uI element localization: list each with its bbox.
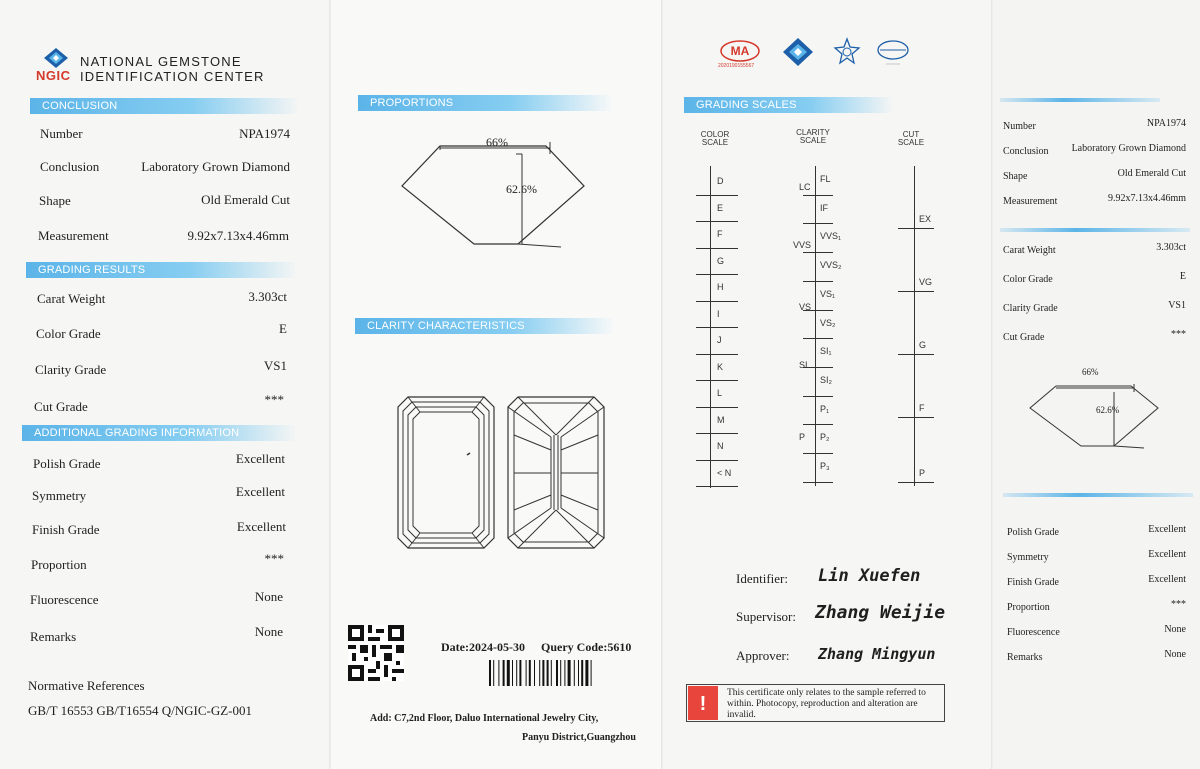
barcode-bar [512,660,513,686]
color-grade-mark: I [717,308,720,319]
cut-grade-mark: P [919,468,926,478]
cut-scale-tick [898,228,934,229]
summary-row-label: Proportion [1007,602,1050,613]
clarity-grade-mark: SI₂ [820,374,832,385]
color-scale-title: COLOR SCALE [700,130,730,147]
cut-grade-mark: G [919,340,927,350]
color-scale-tick [696,380,738,381]
color-scale-tick [696,433,738,434]
summary-depth-percent: 62.6% [1096,405,1120,415]
conclusion-header: CONCLUSION [30,98,300,114]
barcode-bar [542,660,544,686]
clarity-scale-tick [803,338,833,339]
clarity-scale-title: CLARITY SCALE [796,128,830,145]
barcode-bar [564,660,565,686]
summary-divider-top [1000,98,1160,102]
barcode-icon [489,660,631,686]
summary-row-label: Finish Grade [1007,577,1059,588]
clarity-grade-mark: P₃ [820,461,830,471]
grading-scales-header: GRADING SCALES [684,97,894,113]
barcode-bar [516,660,517,686]
cut-scale-tick [898,354,934,355]
shape-value: Old Emerald Cut [201,192,290,207]
remarks-label: Remarks [30,629,77,644]
summary-row-label: Color Grade [1003,274,1053,285]
fold-line [329,0,331,769]
clarity-grade-mark: VVS₁ [820,231,842,242]
barcode-bar [568,660,571,686]
cut-scale-title: CUT SCALE [897,130,925,147]
color-grade-label: Color Grade [36,326,101,341]
summary-row-value: Excellent [1148,549,1186,560]
clarity-grade-value: VS1 [263,358,287,373]
clarity-scale-tick [803,252,833,253]
barcode-bar [585,660,588,686]
barcode-bar [578,660,579,686]
query-code: Query Code:5610 [541,640,632,654]
summary-row-value: None [1164,624,1186,635]
color-scale-tick [696,407,738,408]
cut-scale-axis [914,166,915,486]
summary-proportion-diagram [1026,376,1162,456]
clarity-scale-tick [803,281,833,282]
color-grade-mark: L [717,388,723,398]
barcode-bar [547,660,549,686]
clarity-grade-mark: VS₁ [820,288,836,299]
clarity-scale-tick [803,223,833,224]
color-scale-tick [696,354,738,355]
summary-row-label: Cut Grade [1003,332,1045,343]
summary-row-value: Excellent [1148,574,1186,585]
summary-row-label: Shape [1003,171,1028,182]
measurement-value: 9.92x7.13x4.46mm [187,228,289,243]
clarity-scale-axis [815,166,816,486]
color-grade-mark: N [717,441,724,451]
measurement-label: Measurement [38,228,109,243]
depth-percent: 62.6% [506,182,537,196]
color-scale-tick [696,274,738,275]
finish-grade-value: Excellent [236,519,286,534]
number-value: NPA1974 [239,126,290,141]
summary-row-value: 3.303ct [1156,242,1186,253]
clarity-group-mark: VS [799,302,812,312]
qr-code-icon [348,625,404,681]
color-scale-tick [696,301,738,302]
notice-box [686,684,945,722]
color-scale-tick [696,460,738,461]
org-name-line2: IDENTIFICATION CENTER [80,69,265,84]
cma-seal-icon [720,40,760,62]
color-scale-tick [696,327,738,328]
panel-conclusion [0,0,330,769]
barcode-bar [519,660,521,686]
color-grade-mark: J [717,335,722,345]
clarity-grade-label: Clarity Grade [35,362,107,377]
barcode-bar [551,660,552,686]
identifier-label: Identifier: [736,571,788,586]
color-scale-tick [696,195,738,196]
proportions-header: PROPORTIONS [358,95,613,111]
summary-row-value: VS1 [1168,300,1186,311]
clarity-group-mark: VVS [793,240,812,250]
ngic-mark-icon [783,38,813,66]
summary-row-label: Remarks [1007,652,1043,663]
finish-grade-label: Finish Grade [32,522,100,537]
clarity-group-mark: SI [799,360,808,370]
barcode-bar [574,660,575,686]
symmetry-label: Symmetry [32,488,87,503]
additional-info-header: ADDITIONAL GRADING INFORMATION [22,425,298,441]
summary-row-label: Conclusion [1003,146,1049,157]
svg-text:MA: MA [730,44,750,58]
normative-references-title: Normative References [28,678,145,693]
barcode-bar [581,660,583,686]
cut-scale-tick [898,417,934,418]
normative-references-text: GB/T 16553 GB/T16554 Q/NGIC-GZ-001 [28,703,253,718]
clarity-group-mark: LC [799,182,811,192]
color-scale-tick [696,248,738,249]
color-grade-mark: M [717,414,725,425]
clarity-scale-tick [803,453,833,454]
summary-row-label: Polish Grade [1007,527,1059,538]
symmetry-value: Excellent [235,484,285,499]
color-grade-mark: E [717,202,724,213]
clarity-grade-mark: IF [820,202,828,213]
summary-row-label: Clarity Grade [1003,303,1058,314]
conclusion-label: Conclusion [40,159,100,174]
proportion-value: *** [264,551,284,566]
summary-row-value: Laboratory Grown Diamond [1071,143,1186,154]
summary-row-label: Carat Weight [1003,245,1056,256]
clarity-characteristics-header: CLARITY CHARACTERISTICS [355,318,615,334]
cma-seal-number: 2020190155567 [718,63,755,69]
fluorescence-label: Fluorescence [30,592,99,607]
barcode-bar [507,660,510,686]
summary-divider-mid [1000,228,1190,232]
svg-text:!: ! [699,693,707,715]
summary-divider-bottom [1003,493,1193,497]
clarity-grade-mark: VVS₂ [820,260,842,271]
cut-grade-mark: VG [919,277,933,287]
table-percent: 66% [486,135,508,149]
barcode-bar [526,660,527,686]
cut-grade-value: *** [264,392,284,407]
clarity-plot-pavilion-view [506,395,606,550]
clarity-scale-tick [803,482,833,483]
approver-signature: Zhang Mingyun [818,645,936,663]
barcode-bar [493,660,494,686]
fold-line [661,0,663,769]
summary-row-label: Measurement [1003,196,1058,207]
summary-row-value: Excellent [1148,524,1186,535]
approver-label: Approver: [736,648,790,663]
clarity-group-mark: P [799,432,806,442]
carat-weight-value: 3.303ct [248,289,287,304]
clarity-plot-crown-view [396,395,496,550]
cut-grade-mark: F [919,403,925,413]
color-scale-tick [696,486,738,487]
clarity-scale-tick [803,195,833,196]
clarity-grade-mark: FL [820,174,831,184]
conclusion-value: Laboratory Grown Diamond [141,159,290,174]
color-grade-mark: < N [717,467,732,478]
barcode-bar [556,660,558,686]
color-grade-mark: F [717,229,723,239]
summary-row-value: None [1164,649,1186,660]
fluorescence-value: None [254,589,283,604]
proportion-label: Proportion [31,557,87,572]
supervisor-label: Supervisor: [736,609,796,624]
clarity-scale-tick [803,396,833,397]
shape-label: Shape [39,193,71,208]
clarity-grade-mark: P₁ [820,403,830,414]
grading-results-header: GRADING RESULTS [26,262,298,278]
barcode-bar [529,660,531,686]
summary-row-value: *** [1171,599,1186,610]
cut-scale-tick [898,291,934,292]
barcode-bar [534,660,535,686]
summary-row-value: *** [1171,329,1186,340]
number-label: Number [40,126,83,141]
star-seal-icon [834,38,860,64]
summary-row-label: Symmetry [1007,552,1049,563]
color-grade-mark: K [717,361,724,372]
color-grade-value: E [279,321,287,336]
warning-icon [688,686,718,720]
barcode-bar [539,660,540,686]
issue-date: Date:2024-05-30 [441,640,525,654]
summary-table-percent: 66% [1082,367,1099,377]
notice-text: This certificate only relates to the sample referred to within. Photocopy, reproduction and alteration are invalid. [727,688,926,720]
carat-weight-label: Carat Weight [37,291,106,306]
remarks-value: None [254,624,283,639]
supervisor-signature: Zhang Weijie [815,602,946,623]
barcode-bar [498,660,499,686]
summary-row-value: 9.92x7.13x4.46mm [1107,193,1186,204]
summary-row-label: Number [1003,121,1036,132]
ngic-logo-icon [44,48,68,68]
color-scale-tick [696,221,738,222]
address-line1: Add: C7,2nd Floor, Daluo International Jewelry City, [370,713,599,724]
summary-row-value: Old Emerald Cut [1117,168,1186,179]
clarity-grade-mark: P₂ [820,432,830,443]
org-name-line1: NATIONAL GEMSTONE [80,54,242,69]
barcode-bar [591,660,592,686]
identifier-signature: Lin Xuefen [818,566,921,586]
color-grade-mark: G [717,255,725,266]
barcode-bar [489,660,491,686]
cut-grade-mark: EX [919,214,932,224]
color-grade-mark: H [717,282,724,292]
summary-row-value: E [1179,271,1186,282]
color-grade-mark: D [717,176,724,186]
cut-grade-label: Cut Grade [34,399,88,414]
zjq-seal-icon [876,38,910,68]
fold-line [991,0,993,769]
clarity-grade-mark: VS₂ [820,317,836,328]
polish-grade-label: Polish Grade [33,456,101,471]
barcode-bar [560,660,561,686]
clarity-scale-tick [803,424,833,425]
cut-scale-tick [898,482,934,483]
address-line2: Panyu District,Guangzhou [522,732,636,743]
summary-row-label: Fluorescence [1007,627,1060,638]
summary-row-value: NPA1974 [1146,118,1186,129]
clarity-grade-mark: SI₁ [820,346,832,357]
barcode-bar [503,660,505,686]
org-abbr: NGIC [36,68,71,83]
polish-grade-value: Excellent [235,451,285,466]
